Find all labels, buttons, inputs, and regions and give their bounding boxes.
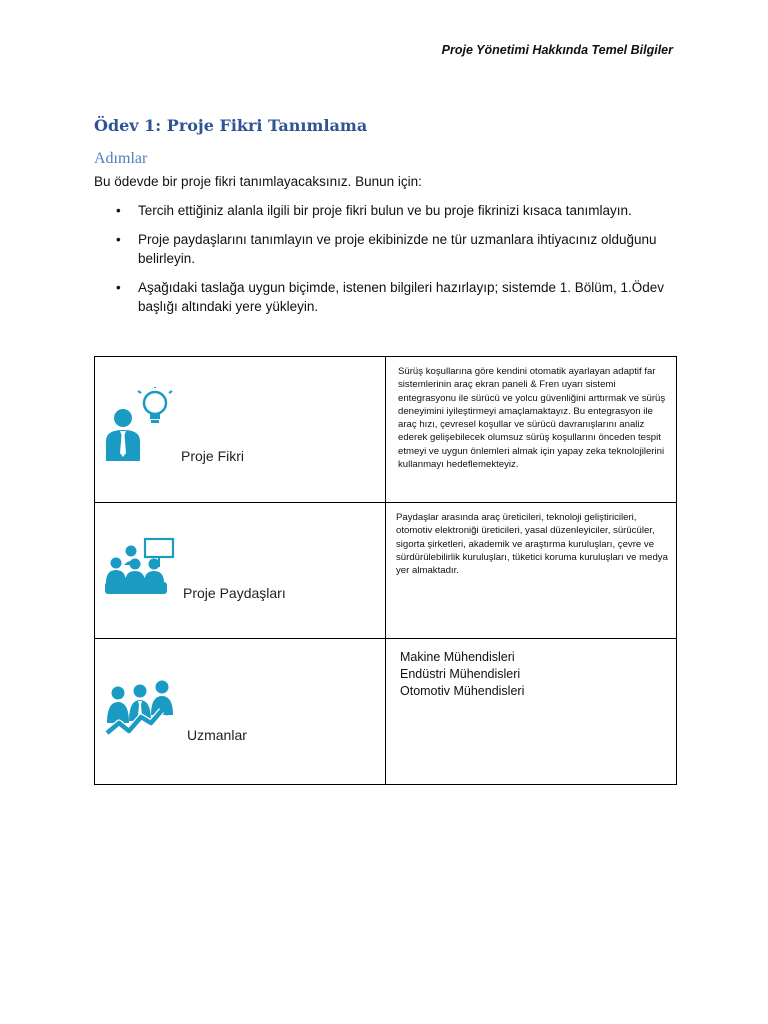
row-label: Uzmanlar — [187, 727, 247, 743]
intro-paragraph: Bu ödevde bir proje fikri tanımlayacaksınız. Bunun için: — [94, 174, 422, 189]
person-lightbulb-icon — [103, 387, 173, 463]
bullet: • — [116, 203, 121, 218]
step-text: Aşağıdaki taslağa uygun biçimde, istenen bilgileri hazırlayıp; sistemde 1. Bölüm, 1.Ödev başlığı altındaki yere yükleyin. — [138, 280, 665, 314]
experts-growth-icon — [105, 679, 175, 743]
table-row — [95, 503, 677, 639]
list-item: Otomotiv Mühendisleri — [400, 684, 525, 698]
row-label: Proje Fikri — [181, 448, 245, 464]
stakeholders-text: Paydaşlar arasında araç üreticileri, teknoloji geliştiricileri, otomotiv elektroniği üreticileri, yasal düzenleyiciler, sürücüler, sigorta şirketleri, akademik ve araştırma kuruluşları, çevre ve sürdürülebilirlik kuruluşları, tüketici koruma kuruluşları ve medya yer almaktadır. — [396, 512, 668, 577]
meeting-stakeholders-icon — [105, 537, 177, 597]
section-heading: Adımlar — [94, 150, 148, 167]
text-cell — [386, 503, 677, 639]
project-idea-text: Sürüş koşullarına göre kendini otomatik ayarlayan adaptif far sistemlerinin araç ekran paneli & Fren uyarı sistemi entegrasyonu ile sürücü ve yolcu güvenliğini arttırmak ve sürüş deneyimini iyileştirmeyi amaçlamaktayız. Bu entegrasyon ile araç hızı, çevresel koşullar ve sürücü davranışlarını analiz ederek gelişebilecek olumsuz sürüş koşullarını önceden tespit etmeyi ve uygun önlemleri almak için yapay zeka teknolojilerini kullanmayı hedeflemekteyiz. — [398, 366, 666, 471]
step-text: Proje paydaşlarını tanımlayın ve proje ekibinizde ne tür uzmanlara ihtiyacınız olduğunu belirleyin. — [138, 232, 657, 266]
table-row — [95, 639, 677, 785]
list-item: Endüstri Mühendisleri — [400, 667, 521, 681]
experts-list — [386, 639, 676, 700]
row-label: Proje Paydaşları — [183, 585, 286, 601]
bullet: • — [116, 232, 121, 247]
assignment-table — [94, 356, 677, 785]
steps-list — [94, 201, 684, 326]
icon-cell — [95, 639, 386, 785]
page-title: Ödev 1: Proje Fikri Tanımlama — [94, 116, 368, 135]
list-item: Makine Mühendisleri — [400, 650, 515, 664]
step-item — [94, 278, 684, 316]
step-item — [94, 230, 684, 268]
running-header: Proje Yönetimi Hakkında Temel Bilgiler — [441, 43, 673, 57]
text-cell — [386, 357, 677, 503]
icon-cell — [95, 503, 386, 639]
icon-cell — [95, 357, 386, 503]
text-cell — [386, 639, 677, 785]
step-text: Tercih ettiğiniz alanla ilgili bir proje fikri bulun ve bu proje fikrinizi kısaca tanımlayın. — [138, 203, 632, 218]
step-item — [94, 201, 684, 220]
table-row — [95, 357, 677, 503]
bullet: • — [116, 280, 121, 295]
